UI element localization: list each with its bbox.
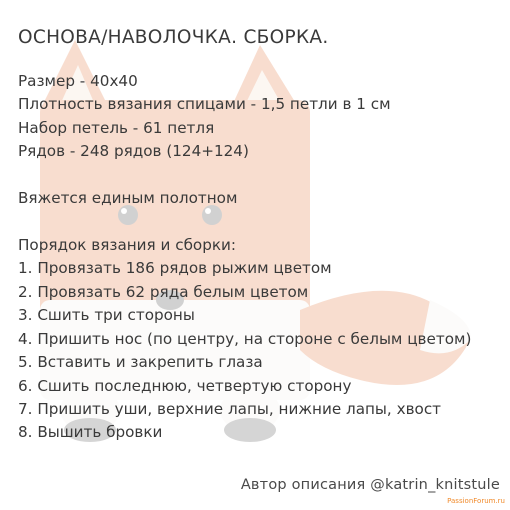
- step-item: 3. Сшить три стороны: [18, 306, 195, 324]
- spec-cast-on: Набор петель - 61 петля: [18, 119, 215, 137]
- steps-heading: Порядок вязания и сборки:: [18, 236, 237, 254]
- step-item: 6. Сшить последнюю, четвертую сторону: [18, 377, 352, 395]
- spec-rows: Рядов - 248 рядов (124+124): [18, 142, 249, 160]
- step-item: 2. Провязать 62 ряда белым цветом: [18, 283, 309, 301]
- watermark: PassionForum.ru: [447, 497, 505, 505]
- step-item: 1. Провязать 186 рядов рыжим цветом: [18, 259, 332, 277]
- spec-size: Размер - 40х40: [18, 72, 138, 90]
- step-item: 5. Вставить и закрепить глаза: [18, 353, 263, 371]
- spec-density: Плотность вязания спицами - 1,5 петли в 1 см: [18, 95, 391, 113]
- step-item: 7. Пришить уши, верхние лапы, нижние лапы, хвост: [18, 400, 442, 418]
- author-credit: Автор описания @katrin_knitstule: [240, 477, 500, 493]
- step-item: 4. Пришить нос (по центру, на стороне с белым цветом): [18, 330, 472, 348]
- step-item: 8. Вышить бровки: [18, 423, 163, 441]
- knit-note: Вяжется единым полотном: [18, 189, 238, 207]
- page-title: ОСНОВА/НАВОЛОЧКА. СБОРКА.: [18, 27, 329, 48]
